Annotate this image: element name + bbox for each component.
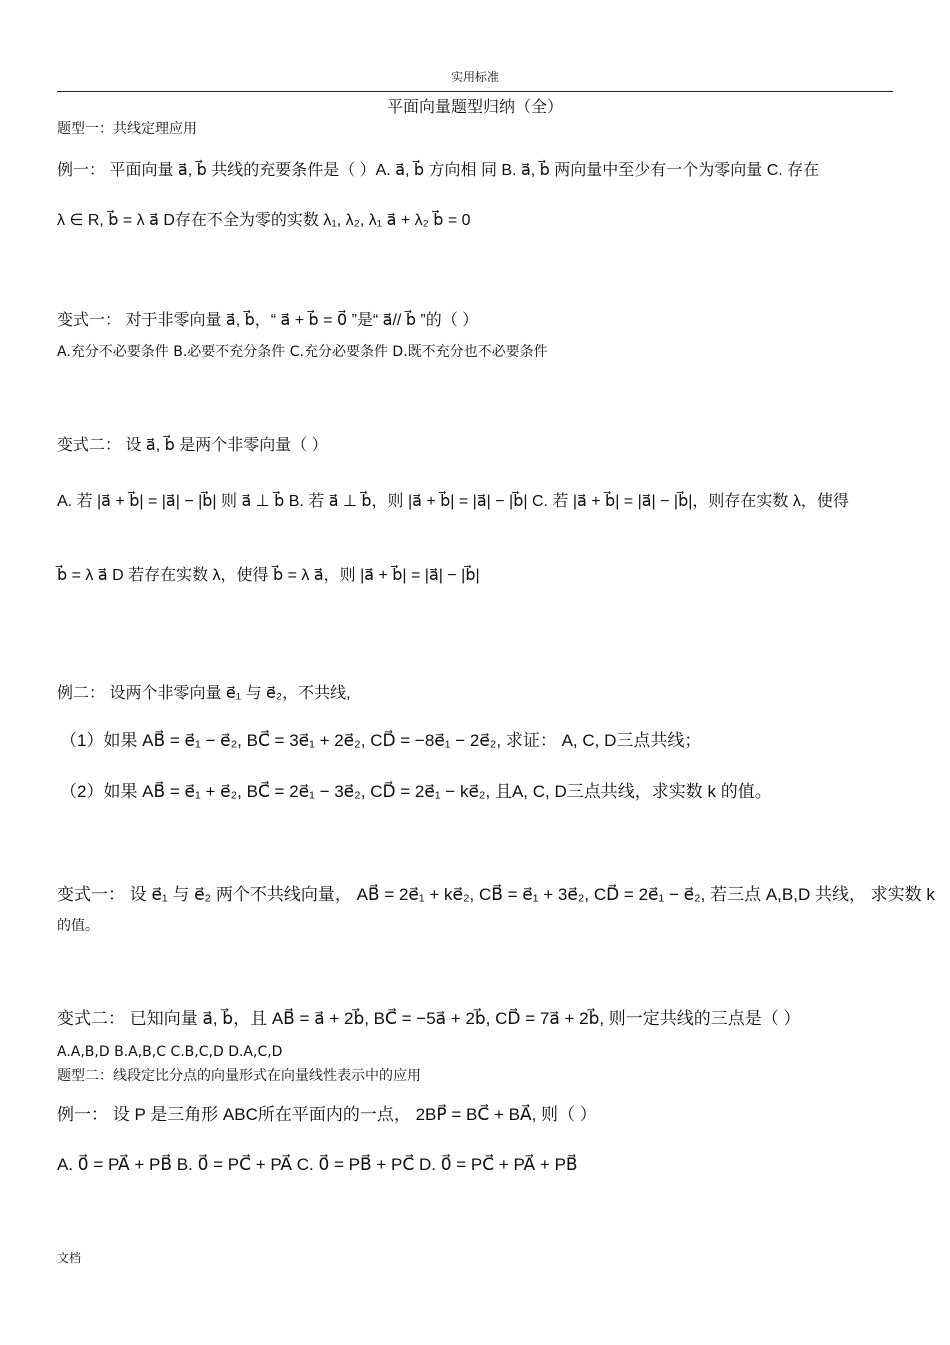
variant-1-question: 变式一： 对于非零向量 a⃗, b⃗，“ a⃗ + b⃗ = 0⃗ ”是“ a⃗// b⃗ ”的（ ） [57, 312, 479, 329]
example-2-part-1: （1）如果 AB⃗ = e⃗₁ − e⃗₂, BC⃗ = 3e⃗₁ + 2e⃗₂, CD⃗ = −8e⃗₁ − 2e⃗₂, 求证： A, C, D三点共线； [60, 731, 702, 750]
variant-2b-question: 变式二： 已知向量 a⃗, b⃗，且 AB⃗ = a⃗ + 2b⃗, BC⃗ = −5a⃗ + 2b⃗, CD⃗ = 7a⃗ + 2b⃗, 则一定共线的三点是（ ） [57, 1009, 801, 1028]
variant-2-options-2: b⃗ = λ a⃗ D 若存在实数 λ，使得 b⃗ = λ a⃗，则 |a⃗ + b⃗| = |a⃗| − |b⃗| [57, 567, 480, 584]
page-title: 平面向量题型归纳（全） [386, 97, 563, 116]
example-2-line-1: 例二： 设两个非零向量 e⃗₁ 与 e⃗₂，不共线, [57, 685, 351, 702]
page-header: 实用标准 [450, 70, 499, 84]
page-footer: 文档 [57, 1251, 82, 1265]
example-3-options: A. 0⃗ = PA⃗ + PB⃗ B. 0⃗ = PC⃗ + PA⃗ C. 0⃗ = PB⃗ + PC⃗ D. 0⃗ = PC⃗ + PA⃗ + PB⃗ [57, 1155, 578, 1174]
example-1-line-2: λ ∈ R, b⃗ = λ a⃗ D存在不全为零的实数 λ₁, λ₂, λ₁ a⃗ + λ₂ b⃗ = 0 [57, 212, 471, 229]
example-1-line-1: 例一： 平面向量 a⃗, b⃗ 共线的充要条件是（ ）A. a⃗, b⃗ 方向相 同 B. a⃗, b⃗ 两向量中至少有一个为零向量 C. 存在 [57, 162, 820, 179]
example-2-part-2: （2）如果 AB⃗ = e⃗₁ + e⃗₂, BC⃗ = 2e⃗₁ − 3e⃗₂, CD⃗ = 2e⃗₁ − ke⃗₂, 且A, C, D三点共线，求实数 k 的值。 [60, 782, 772, 801]
variant-2-options-1: A. 若 |a⃗ + b⃗| = |a⃗| − |b⃗| 则 a⃗ ⊥ b⃗ B. 若 a⃗ ⊥ b⃗，则 |a⃗ + b⃗| = |a⃗| − |b⃗| C. 若 |a⃗ + b⃗| = |a⃗| − |b⃗|，则存在实数 λ，使得 [57, 493, 849, 510]
section-heading-2: 题型二：线段定比分点的向量形式在向量线性表示中的应用 [57, 1068, 421, 1084]
variant-2-question: 变式二： 设 a⃗, b⃗ 是两个非零向量（ ） [57, 437, 328, 454]
header-rule [57, 91, 893, 92]
variant-1b-line-1: 变式一： 设 e⃗₁ 与 e⃗₂ 两个不共线向量， AB⃗ = 2e⃗₁ + ke⃗₂, CB⃗ = e⃗₁ + 3e⃗₂, CD⃗ = 2e⃗₁ − e⃗₂, 若三点 A,B,D 共线， 求实数 k [57, 885, 935, 904]
variant-2b-options: A.A,B,D B.A,B,C C.B,C,D D.A,C,D [57, 1044, 283, 1060]
variant-1-options: A.充分不必要条件 B.必要不充分条件 C.充分必要条件 D.既不充分也不必要条件 [57, 344, 548, 360]
variant-1b-line-2: 的值。 [57, 918, 99, 934]
section-heading: 题型一：共线定理应用 [57, 121, 197, 137]
example-3-question: 例一： 设 P 是三角形 ABC所在平面内的一点， 2BP⃗ = BC⃗ + BA⃗, 则（ ） [57, 1105, 597, 1124]
